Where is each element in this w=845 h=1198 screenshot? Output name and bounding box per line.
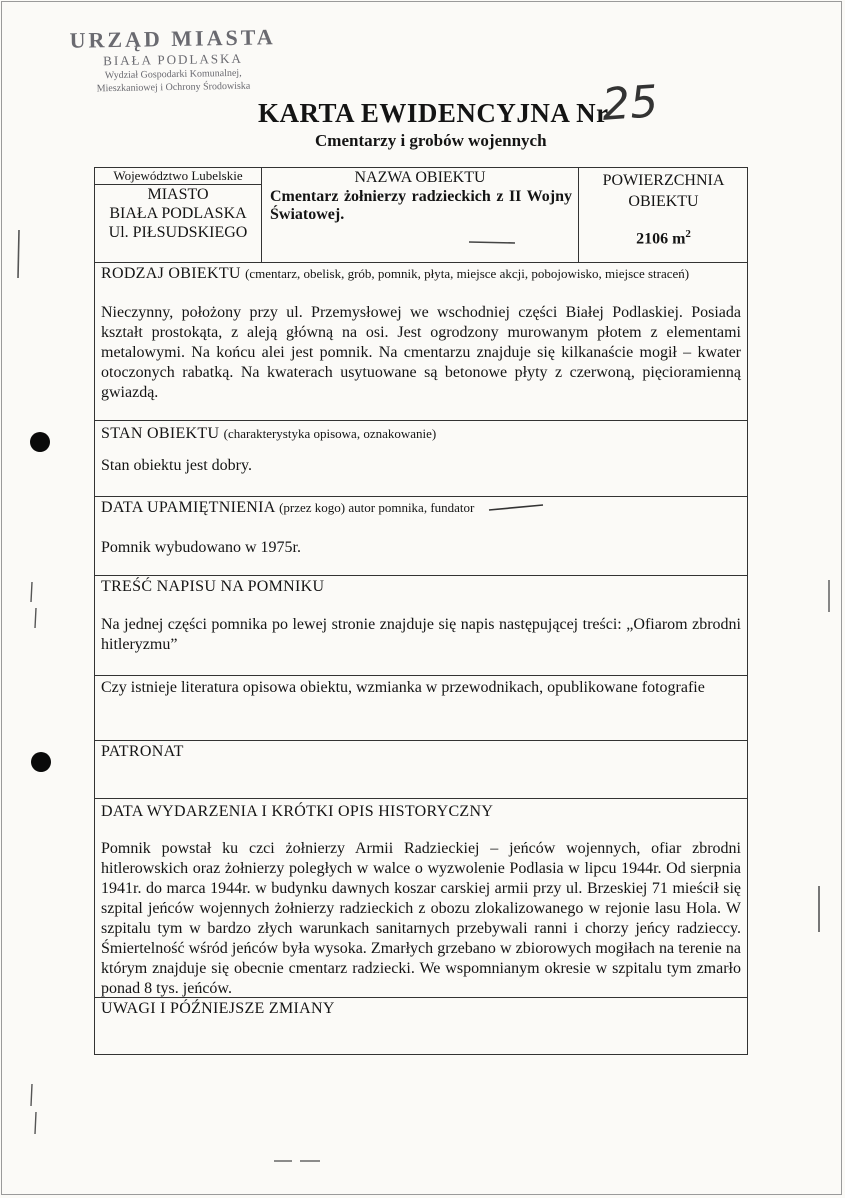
stamp-line-1: URZĄD MIASTA xyxy=(69,24,276,53)
punch-hole-bottom xyxy=(31,752,51,772)
section-remarks xyxy=(95,998,747,1054)
pen-stroke xyxy=(467,238,517,246)
margin-mark-left-2 xyxy=(28,580,40,630)
section-history xyxy=(95,799,747,997)
area-label: POWIERZCHNIA OBIEKTU xyxy=(602,172,725,210)
object-condition-heading: STAN OBIEKTU (charakterystyka opisowa, oznakowanie) xyxy=(101,425,437,442)
area-value: 2106 $m^2$ xyxy=(636,228,691,248)
patronage-heading: PATRONAT xyxy=(101,743,184,760)
street-line: Ul. PIŁSUDSKIEGO xyxy=(108,224,248,241)
section-patronage xyxy=(95,741,747,798)
remarks-heading: UWAGI I PÓŹNIEJSZE ZMIANY xyxy=(101,1000,335,1017)
section-inscription xyxy=(95,576,747,675)
location-cell xyxy=(95,168,261,262)
commemoration-text: Pomnik wybudowano w 1975r. xyxy=(101,539,301,556)
card-number-handwritten: 25 xyxy=(600,76,660,131)
history-text: Pomnik powstał ku czci żołnierzy Armii Radzieckiej – jeńców wojennych, ofiar zbrodni hitlerowskich oraz żołnierzy poległych w walce o wyzwolenie Podlasia w lipcu 1944r. Od sierpnia 1941r. do marca 1944r. w budynku dawnych koszar carskiej armii przy ul. Brzeskiej 71 mieścił się szpital jeńców wojennych żołnierzy radzieckich z obozu zlokalizowanego w rejonie lasu Hola. W szpitalu tym w bardzo złych warunkach sanitarnych przebywali ranni i chorzy jeńcy radzieccy. Śmiertelność wśród jeńców była wysoka. Zmarłych grzebano w zbiorowych mogiłach na terenie na którym znajduje się obecnie cmentarz radziecki. We wspomnianym okresie w szpitalu tym zmarło ponad 8 tys. jeńców. xyxy=(101,840,741,997)
object-name-cell xyxy=(262,168,578,262)
strike-fundator xyxy=(487,503,547,513)
margin-mark-left-1 xyxy=(14,228,24,280)
object-type-text: Nieczynny, położony przy ul. Przemysłowej we wschodniej części Białej Podlaskiej. Posiada kształt prostokąta, z aleją główną na osi. Jest ogrodzony murowanym płotem z elementami metalowymi. Na końcu alei jest pomnik. Na cmentarzu znajduje się kilkanaście mogił – kwater otoczonych rabatką. Na kwaterach usytuowane są betonowe płyty z czerwoną, pięcioramienną gwiazdą. xyxy=(101,304,741,401)
margin-mark-right-1 xyxy=(824,578,834,614)
document-subtitle: Cmentarzy i grobów wojennych xyxy=(315,131,547,150)
section-literature xyxy=(95,676,747,740)
object-name-value: Cmentarz żołnierzy radzieckich z II Wojny Światowej. xyxy=(270,188,572,223)
area-cell xyxy=(579,168,748,262)
record-form xyxy=(94,167,748,1055)
document-title: KARTA EWIDENCYJNA Nr xyxy=(258,98,609,128)
section-commemoration-date xyxy=(95,497,747,575)
section-object-condition xyxy=(95,421,747,495)
inscription-heading: TREŚĆ NAPISU NA POMNIKU xyxy=(101,578,325,595)
commemoration-heading: DATA UPAMIĘTNIENIA (przez kogo) autor pomnika, fundator xyxy=(101,499,475,516)
object-type-heading: RODZAJ OBIEKTU (cmentarz, obelisk, grób, pomnik, płyta, miejsce akcji, pobojowisko, miejsce straceń) xyxy=(101,265,690,282)
margin-mark-left-3 xyxy=(28,1082,40,1136)
stamp-line-4: Mieszkaniowej i Ochrony Środowiska xyxy=(96,80,251,95)
stamp-line-3: Wydział Gospodarki Komunalnej, xyxy=(104,67,242,82)
object-condition-text: Stan obiektu jest dobry. xyxy=(101,457,252,474)
voivodeship-label: Województwo Lubelskie xyxy=(95,168,261,185)
office-stamp xyxy=(57,24,288,96)
stamp-line-2: BIAŁA PODLASKA xyxy=(103,50,243,69)
margin-mark-right-2 xyxy=(814,884,824,934)
history-heading: DATA WYDARZENIA I KRÓTKI OPIS HISTORYCZNY xyxy=(101,803,494,820)
city-line-1: MIASTO xyxy=(147,186,209,203)
object-name-label: NAZWA OBIEKTU xyxy=(354,169,486,186)
literature-heading: Czy istnieje literatura opisowa obiektu, wzmianka w przewodnikach, opublikowane fotografie xyxy=(101,679,705,696)
punch-hole-top xyxy=(30,432,50,452)
section-object-type xyxy=(95,263,747,419)
city-line-2: BIAŁA PODLASKA xyxy=(109,205,247,222)
bottom-mark xyxy=(272,1156,324,1166)
inscription-text: Na jednej części pomnika po lewej stronie znajduje się napis następującej treści: „Ofiarom zbrodni hitleryzmu” xyxy=(101,616,741,653)
